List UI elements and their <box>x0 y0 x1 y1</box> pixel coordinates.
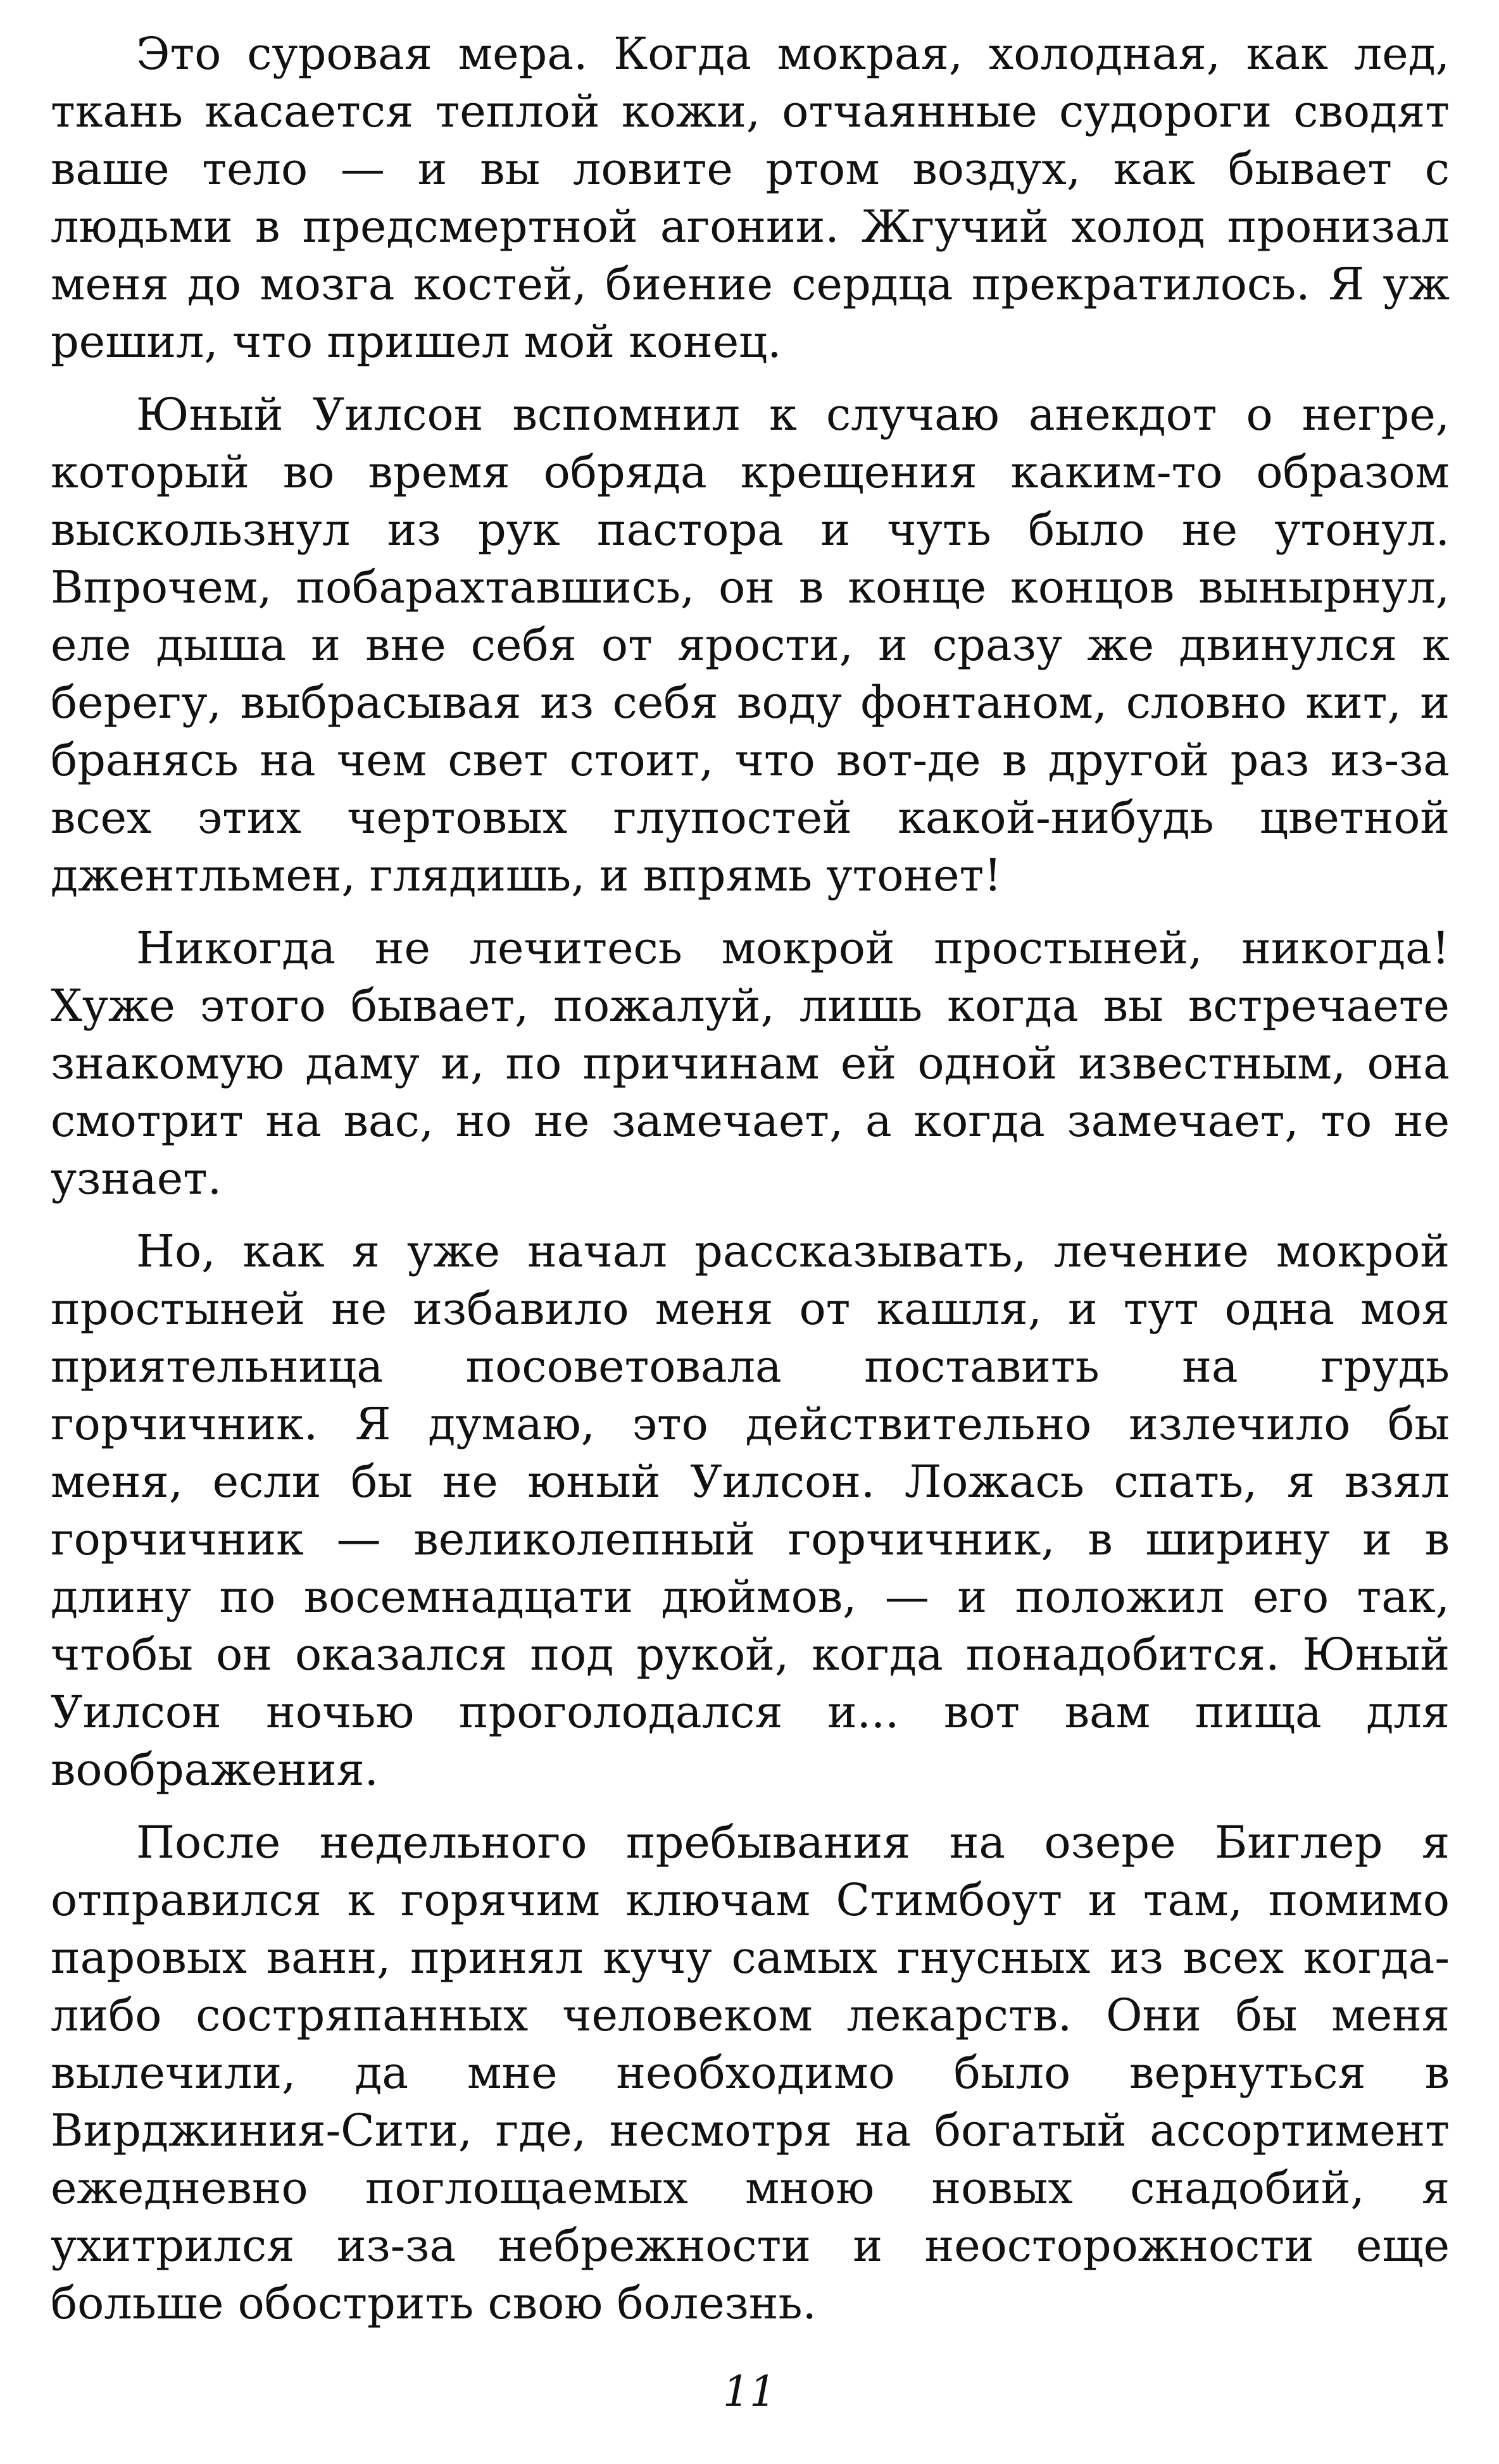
page-body <box>51 25 1450 2348</box>
paragraph-3: Никогда не лечитесь мокрой простыней, никогда! Хуже этого бывает, пожалуй, лишь когда вы встречаете знакомую даму и, по причинам ей одной известным, она смотрит на вас, но не замечает, а когда замечает, то не узнает. <box>51 922 1450 1204</box>
paragraph-2: Юный Уилсон вспомнил к случаю анекдот о негре, который во время обряда крещения каким-то образом выскользнул из рук пастора и чуть было не утонул. Впрочем, побарахтавшись, он в конце концов вынырнул, еле дыша и вне себя от ярости, и сразу же двинулся к берегу, выбрасывая из себя воду фонтаном, словно кит, и бранясь на чем свет стоит, что вот-де в другой раз из-за всех этих чертовых глупостей какой-нибудь цветной джентльмен, глядишь, и впрямь утонет! <box>51 389 1450 901</box>
paragraph-5: После недельного пребывания на озере Биглер я отправился к горячим ключам Стимбоут и там, помимо паровых ванн, принял кучу самых гнусных из всех когда-либо состряпанных человеком лекарств. Они бы меня вылечили, да мне необходимо было вернуться в Вирджиния-Сити, где, несмотря на богатый ассортимент ежедневно поглощаемых мною новых снадобий, я ухитрился из-за небрежности и неосторожности еще больше обострить свою болезнь. <box>51 1817 1450 2329</box>
page-number: 11 <box>723 2367 776 2416</box>
paragraph-4: Но, как я уже начал рассказывать, лечение мокрой простыней не избавило меня от кашля, и тут одна моя приятельница посоветовала поставить на грудь горчичник. Я думаю, это действительно излечило бы меня, если бы не юный Уилсон. Ложась спать, я взял горчичник — великолепный горчичник, в ширину и в длину по восемнадцати дюймов, — и положил его так, чтобы он оказался под рукой, когда понадобится. Юный Уилсон ночью проголодался и... вот вам пища для воображения. <box>51 1225 1450 1796</box>
paragraph-1: Это суровая мера. Когда мокрая, холодная, как лед, ткань касается теплой кожи, отчаянные судороги сводят ваше тело — и вы ловите ртом воздух, как бывает с людьми в предсмертной агонии. Жгучий холод пронизал меня до мозга костей, биение сердца прекратилось. Я уж решил, что пришел мой конец. <box>51 28 1450 368</box>
